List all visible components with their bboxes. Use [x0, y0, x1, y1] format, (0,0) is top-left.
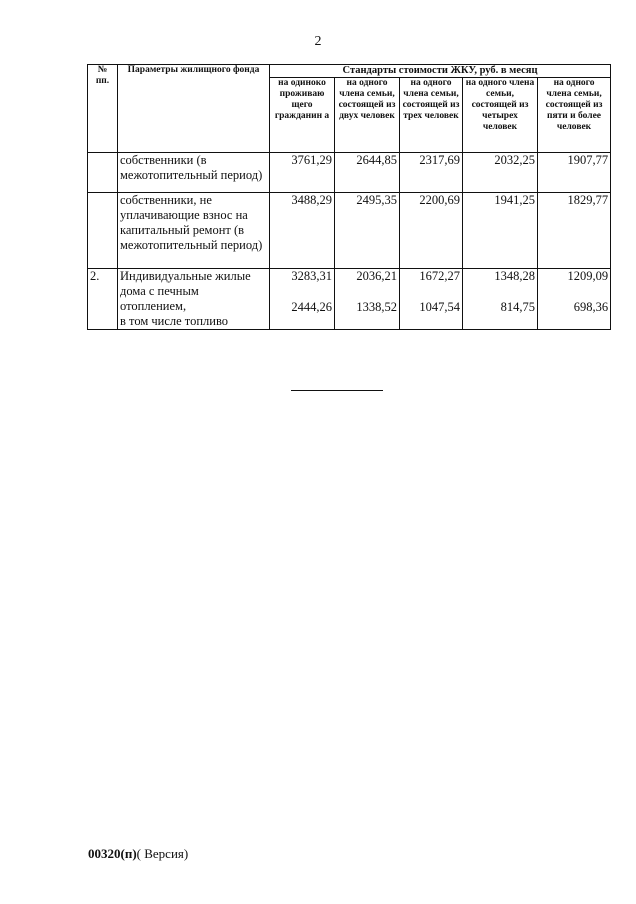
header-family-of-three: на одного члена семьи, состоящей из трех человек	[400, 78, 463, 153]
value-cell: 1941,25	[463, 193, 538, 269]
row-parameter: собственники, не уплачивающие взнос на капитальный ремонт (в межотопительный период)	[118, 193, 270, 269]
table-row	[88, 153, 611, 193]
header-parameters: Параметры жилищного фонда	[118, 65, 270, 153]
value-cell: 2495,35	[335, 193, 400, 269]
row-parameter-line: Индивидуальные жилые дома с печным отоплением,	[120, 269, 251, 313]
row-parameter-fuel-line: в том числе топливо	[120, 314, 229, 328]
value-cell: 2644,85	[335, 153, 400, 193]
value-cell	[538, 269, 611, 330]
value-cell	[400, 269, 463, 330]
row-number: 2.	[88, 269, 118, 330]
value-total: 3283,31	[291, 269, 332, 283]
value-total: 1348,28	[494, 269, 535, 283]
table-header-row	[88, 65, 611, 78]
row-number	[88, 153, 118, 193]
header-family-of-two: на одного члена семьи, состоящей из двух человек	[335, 78, 400, 153]
header-number: № пп.	[88, 65, 118, 153]
value-cell: 1829,77	[538, 193, 611, 269]
value-total: 2036,21	[356, 269, 397, 283]
value-cell: 2032,25	[463, 153, 538, 193]
value-total: 1209,09	[567, 269, 609, 283]
header-cost-standards: Стандарты стоимости ЖКУ, руб. в месяц	[270, 65, 611, 78]
document-version: ( Версия)	[136, 846, 189, 861]
document-code: 00320(п)	[88, 846, 137, 861]
value-cell: 2200,69	[400, 193, 463, 269]
value-cell	[335, 269, 400, 330]
value-cell: 2317,69	[400, 153, 463, 193]
table-row	[88, 269, 611, 330]
row-number	[88, 193, 118, 269]
table-row	[88, 193, 611, 269]
row-parameter: собственники (в межотопительный период)	[118, 153, 270, 193]
value-cell	[270, 269, 335, 330]
value-fuel: 814,75	[500, 300, 535, 314]
value-fuel: 2444,26	[291, 300, 332, 314]
value-fuel: 1338,52	[356, 300, 397, 314]
value-cell: 3488,29	[270, 193, 335, 269]
header-family-of-four: на одного члена семьи, состоящей из четырех человек	[463, 78, 538, 153]
value-cell: 3761,29	[270, 153, 335, 193]
value-fuel: 1047,54	[419, 300, 460, 314]
cost-standards-table	[87, 64, 611, 330]
value-cell: 1907,77	[538, 153, 611, 193]
value-cell	[463, 269, 538, 330]
value-fuel: 698,36	[573, 300, 609, 314]
header-single-citizen: на одиноко проживаю щего гражданин а	[270, 78, 335, 153]
footer	[88, 846, 188, 862]
page-number: 2	[314, 34, 322, 49]
header-family-of-five-plus: на одного члена семьи, состоящей из пяти и более человек	[538, 78, 611, 153]
row-parameter	[118, 269, 270, 330]
separator-line	[291, 390, 383, 391]
value-total: 1672,27	[419, 269, 460, 283]
